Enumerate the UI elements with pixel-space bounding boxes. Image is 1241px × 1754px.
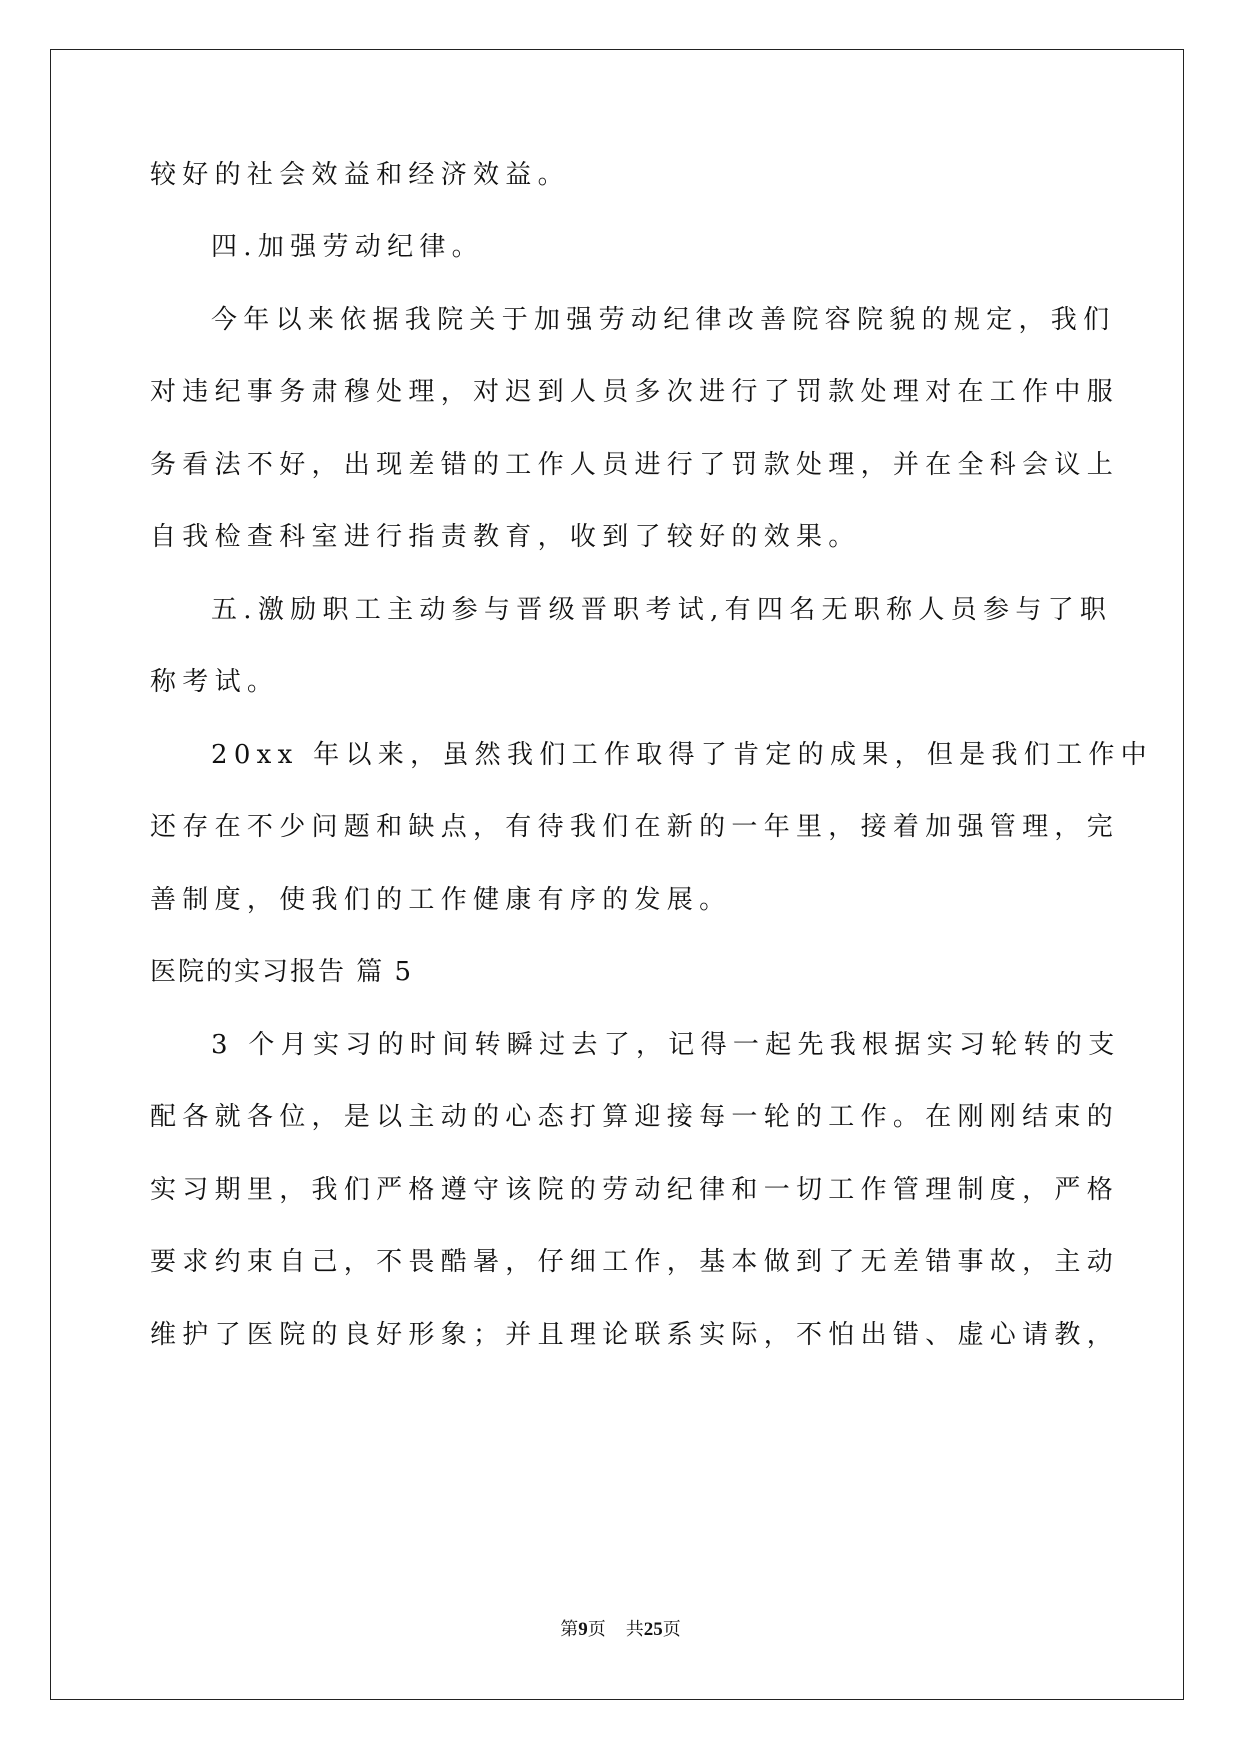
footer-total-prefix: 共 [625, 1619, 644, 1639]
paragraph-line: 务看法不好，出现差错的工作人员进行了罚款处理，并在全科会议上 [150, 450, 1120, 480]
footer-prefix: 第 [560, 1619, 579, 1639]
paragraph-line: 要求约束自己，不畏酷暑，仔细工作，基本做到了无差错事故，主动 [150, 1247, 1120, 1277]
footer-page-unit: 页 [587, 1619, 606, 1639]
paragraph-line: 3 个月实习的时间转瞬过去了，记得一起先我根据实习轮转的支 [211, 1030, 1121, 1060]
current-page-number: 9 [578, 1619, 588, 1640]
paragraph-line: 实习期里，我们严格遵守该院的劳动纪律和一切工作管理制度，严格 [150, 1175, 1120, 1205]
body-line: 较好的社会效益和经济效益。 [150, 160, 570, 190]
paragraph-line: 20xx 年以来，虽然我们工作取得了肯定的成果，但是我们工作中 [211, 740, 1153, 770]
paragraph-line: 还存在不少问题和缺点，有待我们在新的一年里，接着加强管理，完 [150, 812, 1120, 842]
paragraph-line: 自我检查科室进行指责教育，收到了较好的效果。 [150, 522, 861, 552]
paragraph-line: 称考试。 [150, 667, 280, 697]
section-heading: 四.加强劳动纪律。 [211, 232, 484, 262]
paragraph-line: 配各就各位，是以主动的心态打算迎接每一轮的工作。在刚刚结束的 [150, 1102, 1120, 1132]
footer-total-unit: 页 [662, 1619, 681, 1639]
total-pages-number: 25 [643, 1619, 663, 1640]
page-border [50, 49, 1184, 1700]
paragraph-line: 维护了医院的良好形象；并且理论联系实际，不怕出错、虚心请教， [150, 1320, 1120, 1350]
paragraph-line: 善制度，使我们的工作健康有序的发展。 [150, 885, 732, 915]
article-title: 医院的实习报告 篇 5 [150, 957, 414, 987]
paragraph-line: 对违纪事务肃穆处理，对迟到人员多次进行了罚款处理对在工作中服 [150, 377, 1120, 407]
paragraph-line: 五.激励职工主动参与晋级晋职考试,有四名无职称人员参与了职 [211, 595, 1113, 625]
page-footer [0, 1618, 1241, 1641]
paragraph-line: 今年以来依据我院关于加强劳动纪律改善院容院貌的规定，我们 [211, 305, 1116, 335]
